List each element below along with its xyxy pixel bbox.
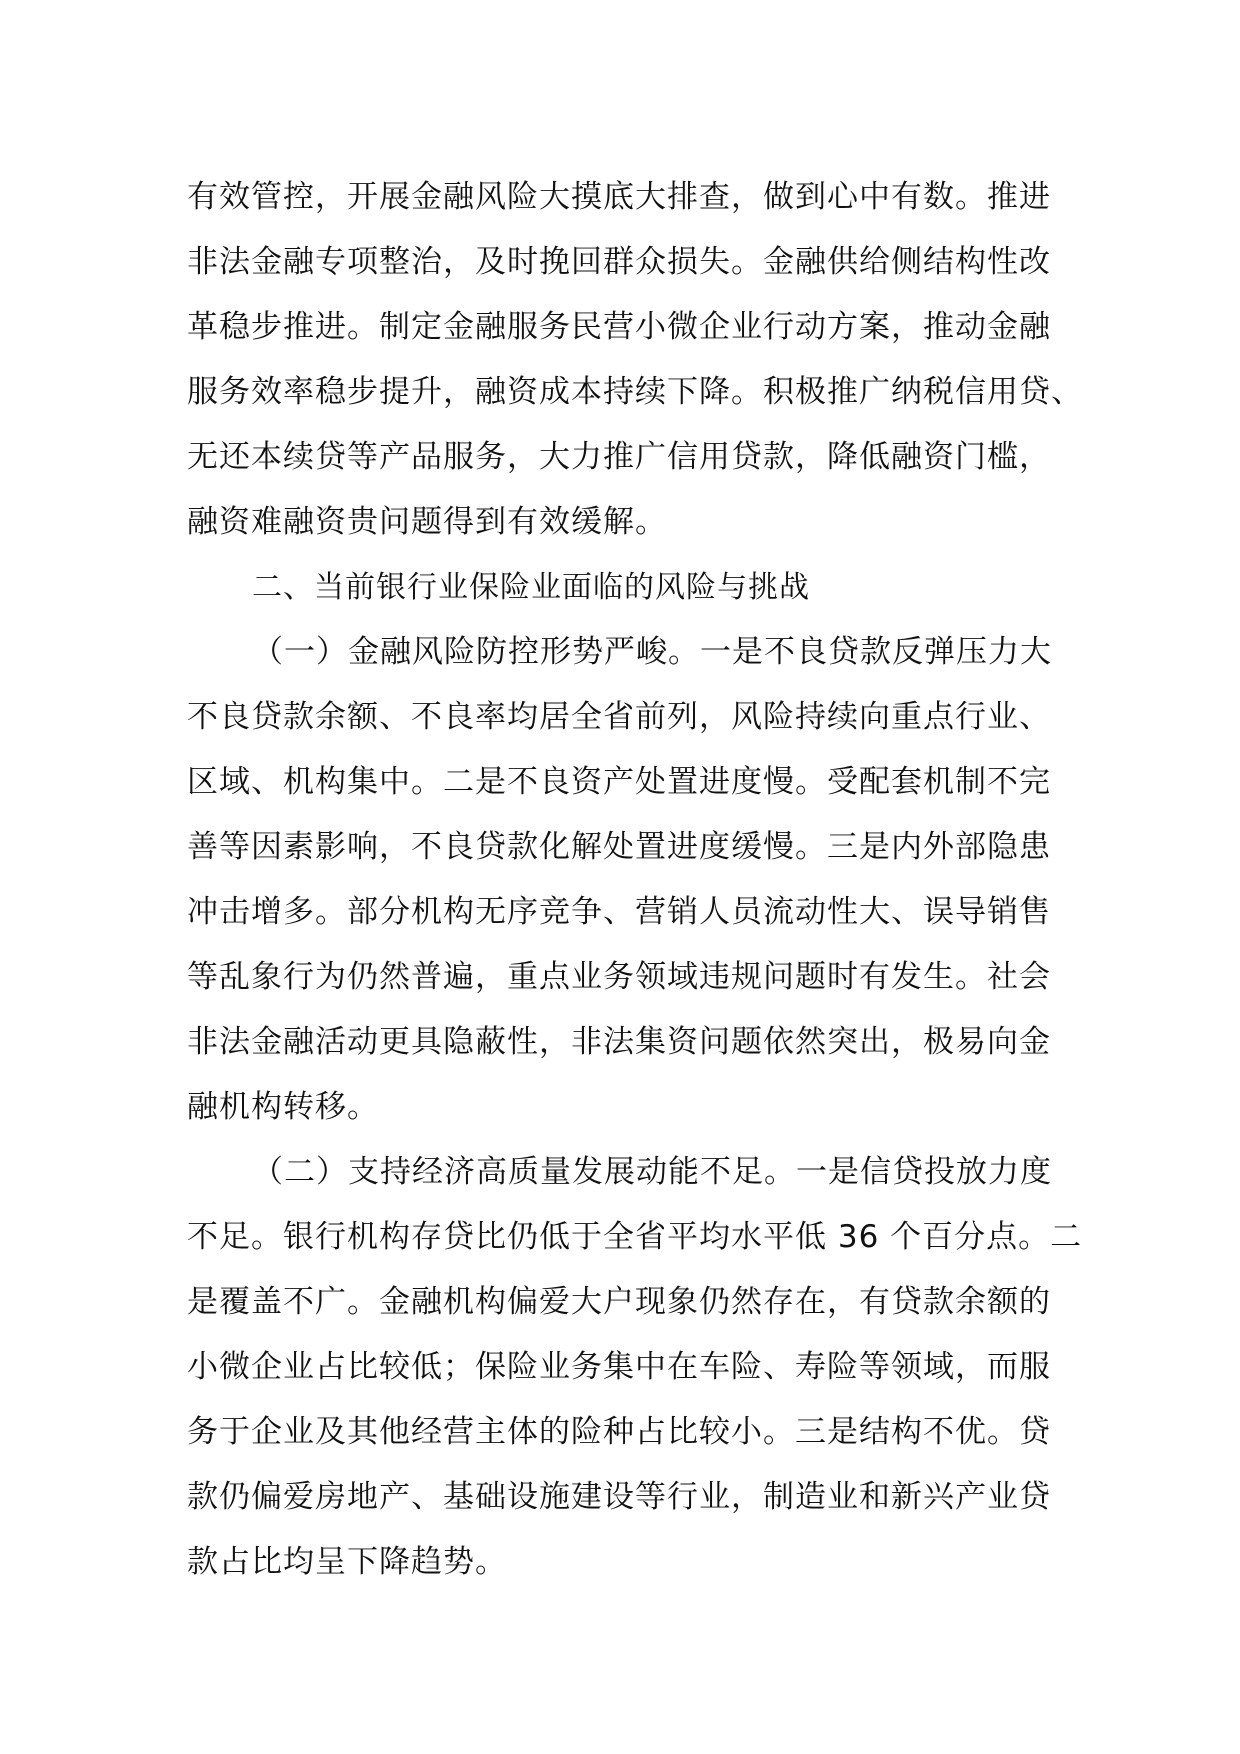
paragraph-line: 革稳步推进。制定金融服务民营小微企业行动方案，推动金融 bbox=[187, 309, 1051, 345]
paragraph-line: 款占比均呈下降趋势。 bbox=[187, 1544, 507, 1580]
paragraph-line: 有效管控，开展金融风险大摸底大排查，做到心中有数。推进 bbox=[187, 179, 1051, 215]
paragraph-line: 非法金融活动更具隐蔽性，非法集资问题依然突出，极易向金 bbox=[187, 1024, 1051, 1060]
paragraph-line: （二）支持经济高质量发展动能不足。一是信贷投放力度 bbox=[252, 1154, 1052, 1190]
paragraph-2 bbox=[187, 620, 1067, 1140]
paragraph-1 bbox=[187, 165, 1083, 555]
paragraph-line: 等乱象行为仍然普遍，重点业务领域违规问题时有发生。社会 bbox=[187, 959, 1051, 995]
paragraph-line: 善等因素影响，不良贷款化解处置进度缓慢。三是内外部隐患 bbox=[187, 829, 1051, 865]
paragraph-line: 不良贷款余额、不良率均居全省前列，风险持续向重点行业、 bbox=[187, 699, 1051, 735]
section-heading-text: 二、当前银行业保险业面临的风险与挑战 bbox=[252, 570, 810, 605]
paragraph-line: 非法金融专项整治，及时挽回群众损失。金融供给侧结构性改 bbox=[187, 244, 1051, 280]
paragraph-line: 是覆盖不广。金融机构偏爱大户现象仍然存在，有贷款余额的 bbox=[187, 1284, 1051, 1320]
paragraph-line: 融机构转移。 bbox=[187, 1089, 379, 1125]
paragraph-line: 无还本续贷等产品服务，大力推广信用贷款，降低融资门槛， bbox=[187, 439, 1051, 475]
paragraph-line: 服务效率稳步提升，融资成本持续下降。积极推广纳税信用贷、 bbox=[187, 374, 1083, 410]
paragraph-line: 款仍偏爱房地产、基础设施建设等行业，制造业和新兴产业贷 bbox=[187, 1479, 1051, 1515]
paragraph-line: （一）金融风险防控形势严峻。一是不良贷款反弹压力大 bbox=[252, 634, 1052, 670]
paragraph-line: 区域、机构集中。二是不良资产处置进度慢。受配套机制不完 bbox=[187, 764, 1051, 800]
paragraph-line: 融资难融资贵问题得到有效缓解。 bbox=[187, 504, 667, 540]
paragraph-line: 小微企业占比较低；保险业务集中在车险、寿险等领域，而服 bbox=[187, 1349, 1051, 1385]
paragraph-line: 务于企业及其他经营主体的险种占比较小。三是结构不优。贷 bbox=[187, 1414, 1051, 1450]
paragraph-3 bbox=[187, 1140, 1083, 1595]
section-heading bbox=[187, 555, 1067, 620]
paragraph-line: 冲击增多。部分机构无序竞争、营销人员流动性大、误导销售 bbox=[187, 894, 1051, 930]
paragraph-line: 不足。银行机构存贷比仍低于全省平均水平低 36 个百分点。二 bbox=[187, 1219, 1083, 1255]
